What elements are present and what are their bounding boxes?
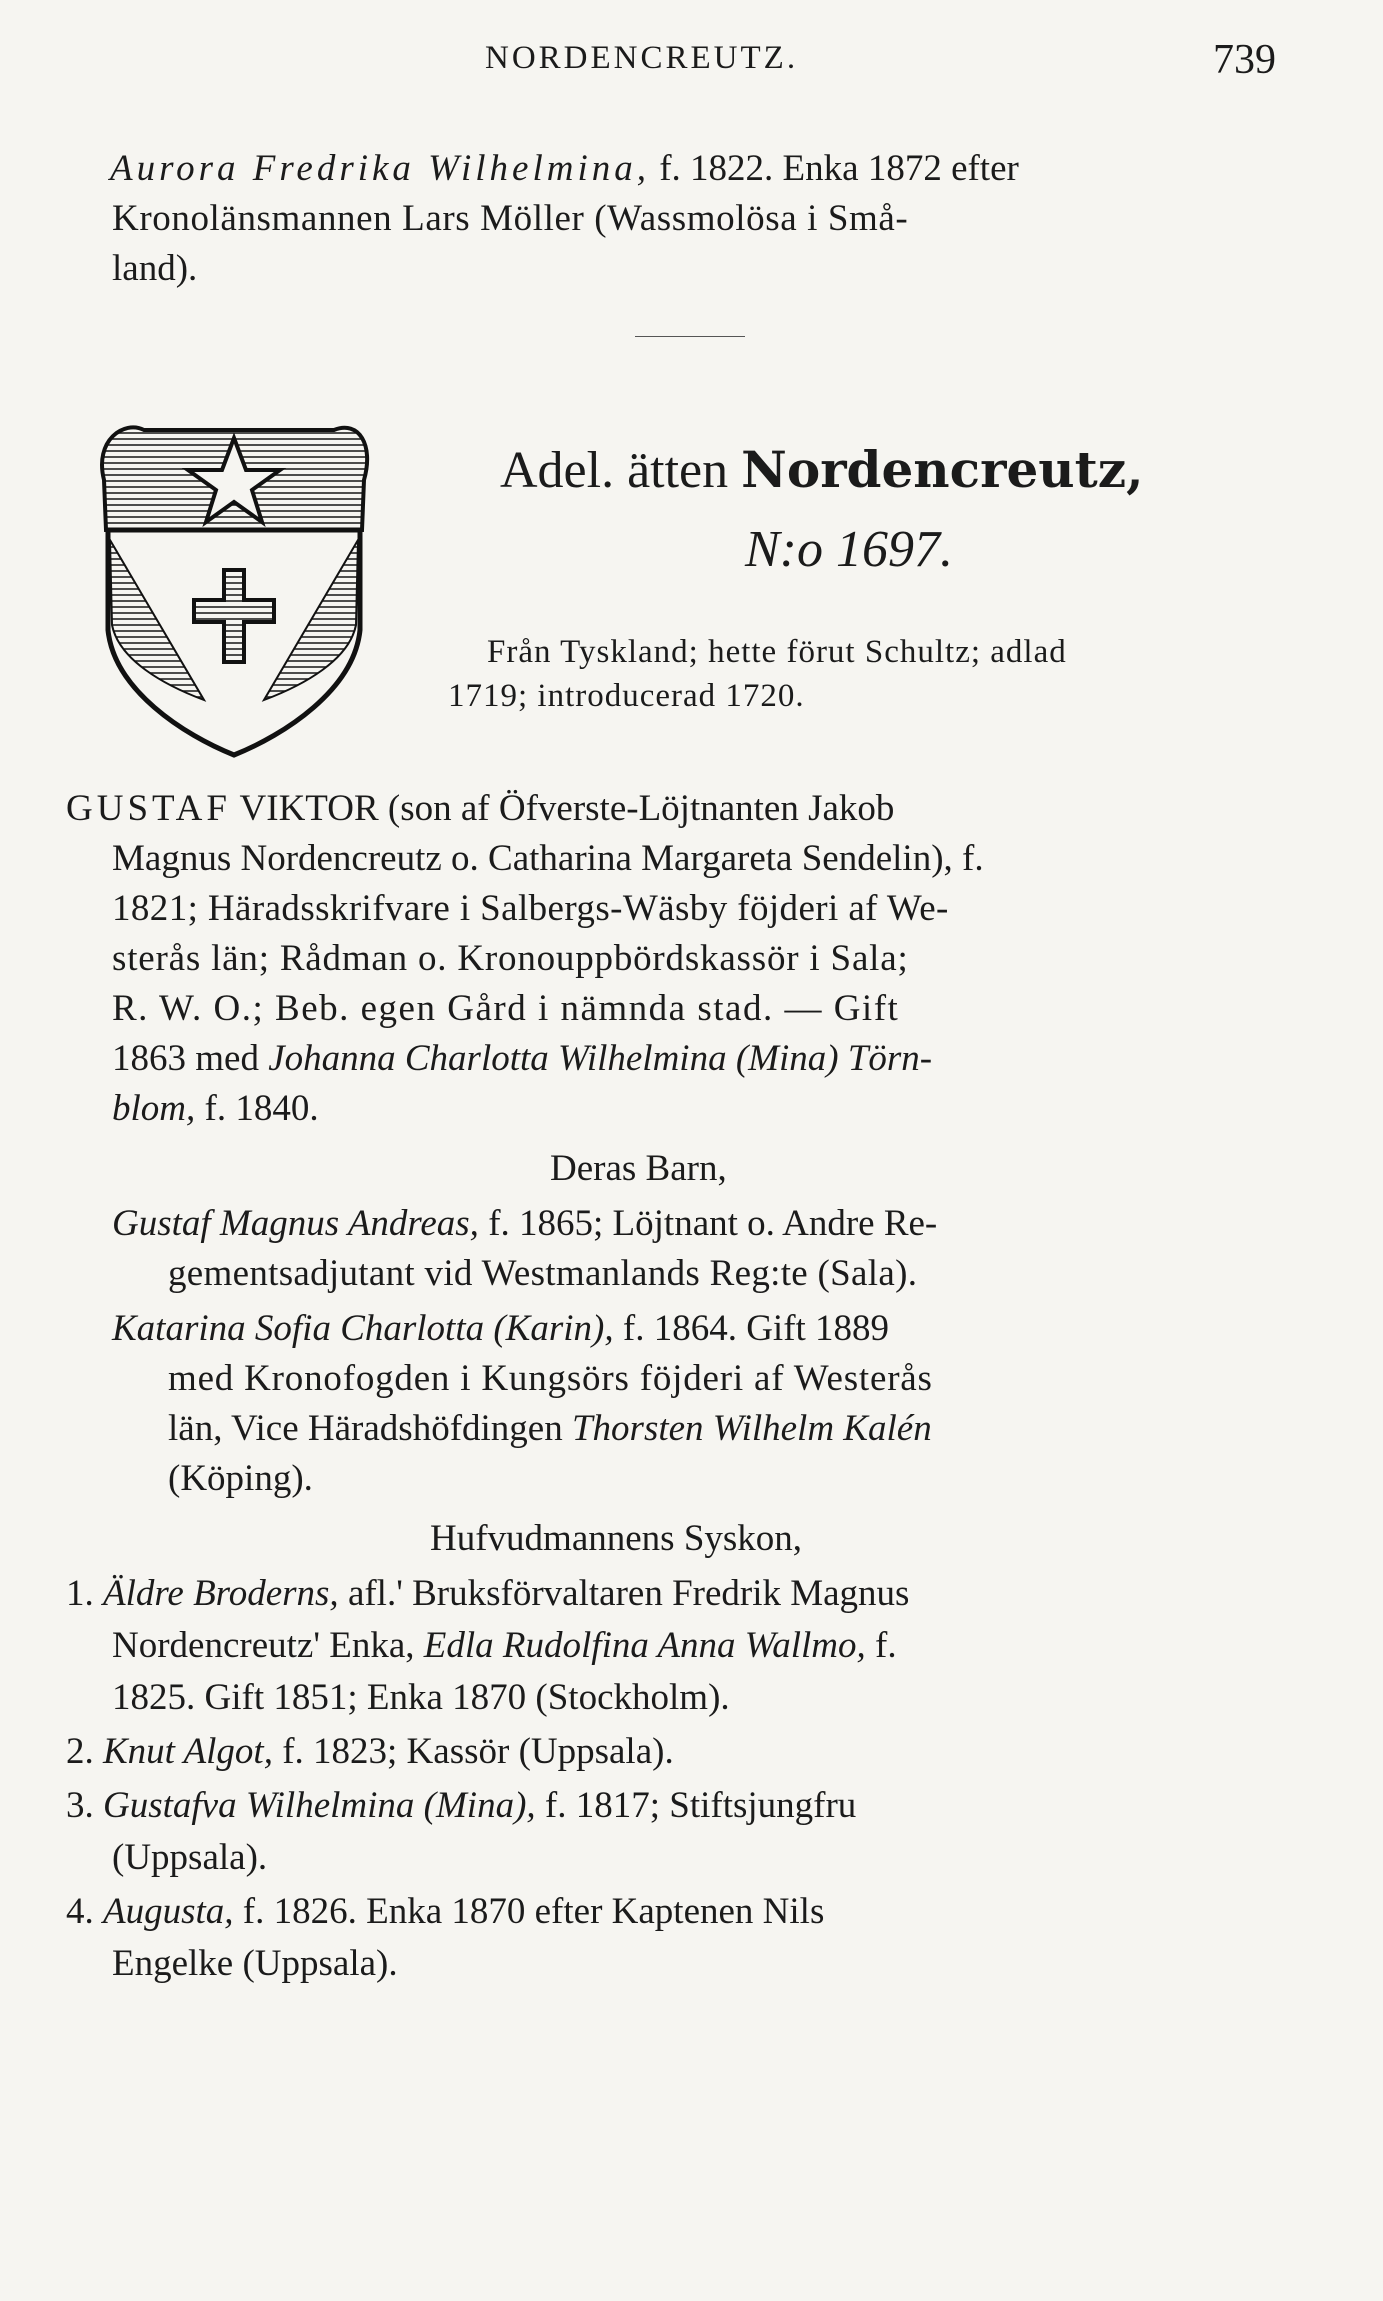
section-divider (635, 336, 745, 337)
sibling-4-line-1: 4. Augusta, f. 1826. Enka 1870 efter Kaptenen Nils (66, 1891, 825, 1932)
child-2-line-3: län, Vice Häradshöfdingen Thorsten Wilhelm Kalén (168, 1408, 932, 1449)
coat-of-arms-icon (84, 400, 384, 760)
family-name: Nordencreutz, (741, 440, 1144, 499)
main-line-6: 1863 med Johanna Charlotta Wilhelmina (Mina) Törn- (112, 1038, 933, 1079)
family-title: Adel. ätten Nordencreutz, (500, 440, 1144, 499)
family-number: N:o 1697. (745, 521, 953, 578)
sibling-3-line-2: (Uppsala). (112, 1837, 268, 1878)
running-title: NORDENCREUTZ. (485, 40, 799, 76)
sibling-2-line-1: 2. Knut Algot, f. 1823; Kassör (Uppsala). (66, 1731, 674, 1772)
main-line-3: 1821; Häradsskrifvare i Salbergs-Wäsby föjderi af We- (112, 888, 949, 929)
running-header (0, 37, 1383, 84)
child-1-line-2: gementsadjutant vid Westmanlands Reg:te (Sala). (168, 1253, 918, 1294)
main-line-7: blom, f. 1840. (112, 1088, 319, 1129)
sibling-1-line-2: Nordencreutz' Enka, Edla Rudolfina Anna Wallmo, f. (112, 1625, 897, 1666)
main-line-2: Magnus Nordencreutz o. Catharina Margareta Sendelin), f. (112, 838, 984, 879)
family-origin-line-1: Från Tyskland; hette förut Schultz; adlad (487, 634, 1067, 670)
children-heading: Deras Barn, (550, 1148, 727, 1189)
main-line-4: sterås län; Rådman o. Kronouppbördskassör i Sala; (112, 938, 909, 979)
aurora-line-1: Aurora Fredrika Wilhelmina, f. 1822. Enka 1872 efter (110, 148, 1019, 189)
sibling-3-line-1: 3. Gustafva Wilhelmina (Mina), f. 1817; Stiftsjungfru (66, 1785, 857, 1826)
sibling-1-line-3: 1825. Gift 1851; Enka 1870 (Stockholm). (112, 1677, 730, 1718)
child-2-line-2: med Kronofogden i Kungsörs föjderi af Westerås (168, 1358, 933, 1399)
child-2-line-4: (Köping). (168, 1458, 313, 1499)
aurora-line-2: Kronolänsmannen Lars Möller (Wassmolösa i Små- (112, 198, 909, 239)
aurora-line-3: land). (112, 248, 198, 289)
sibling-4-line-2: Engelke (Uppsala). (112, 1943, 398, 1984)
child-1-line-1: Gustaf Magnus Andreas, f. 1865; Löjtnant o. Andre Re- (112, 1203, 938, 1244)
sibling-1-line-1: 1. Äldre Broderns, afl.' Bruksförvaltaren Fredrik Magnus (66, 1573, 910, 1614)
page-number: 739 (1213, 37, 1276, 83)
main-line-1: GUSTAF VIKTOR (son af Öfverste-Löjtnanten Jakob (66, 788, 895, 829)
siblings-heading: Hufvudmannens Syskon, (430, 1518, 803, 1559)
child-2-line-1: Katarina Sofia Charlotta (Karin), f. 1864. Gift 1889 (112, 1308, 890, 1349)
family-origin-line-2: 1719; introducerad 1720. (448, 678, 805, 714)
main-line-5: R. W. O.; Beb. egen Gård i nämnda stad. — Gift (112, 988, 900, 1029)
